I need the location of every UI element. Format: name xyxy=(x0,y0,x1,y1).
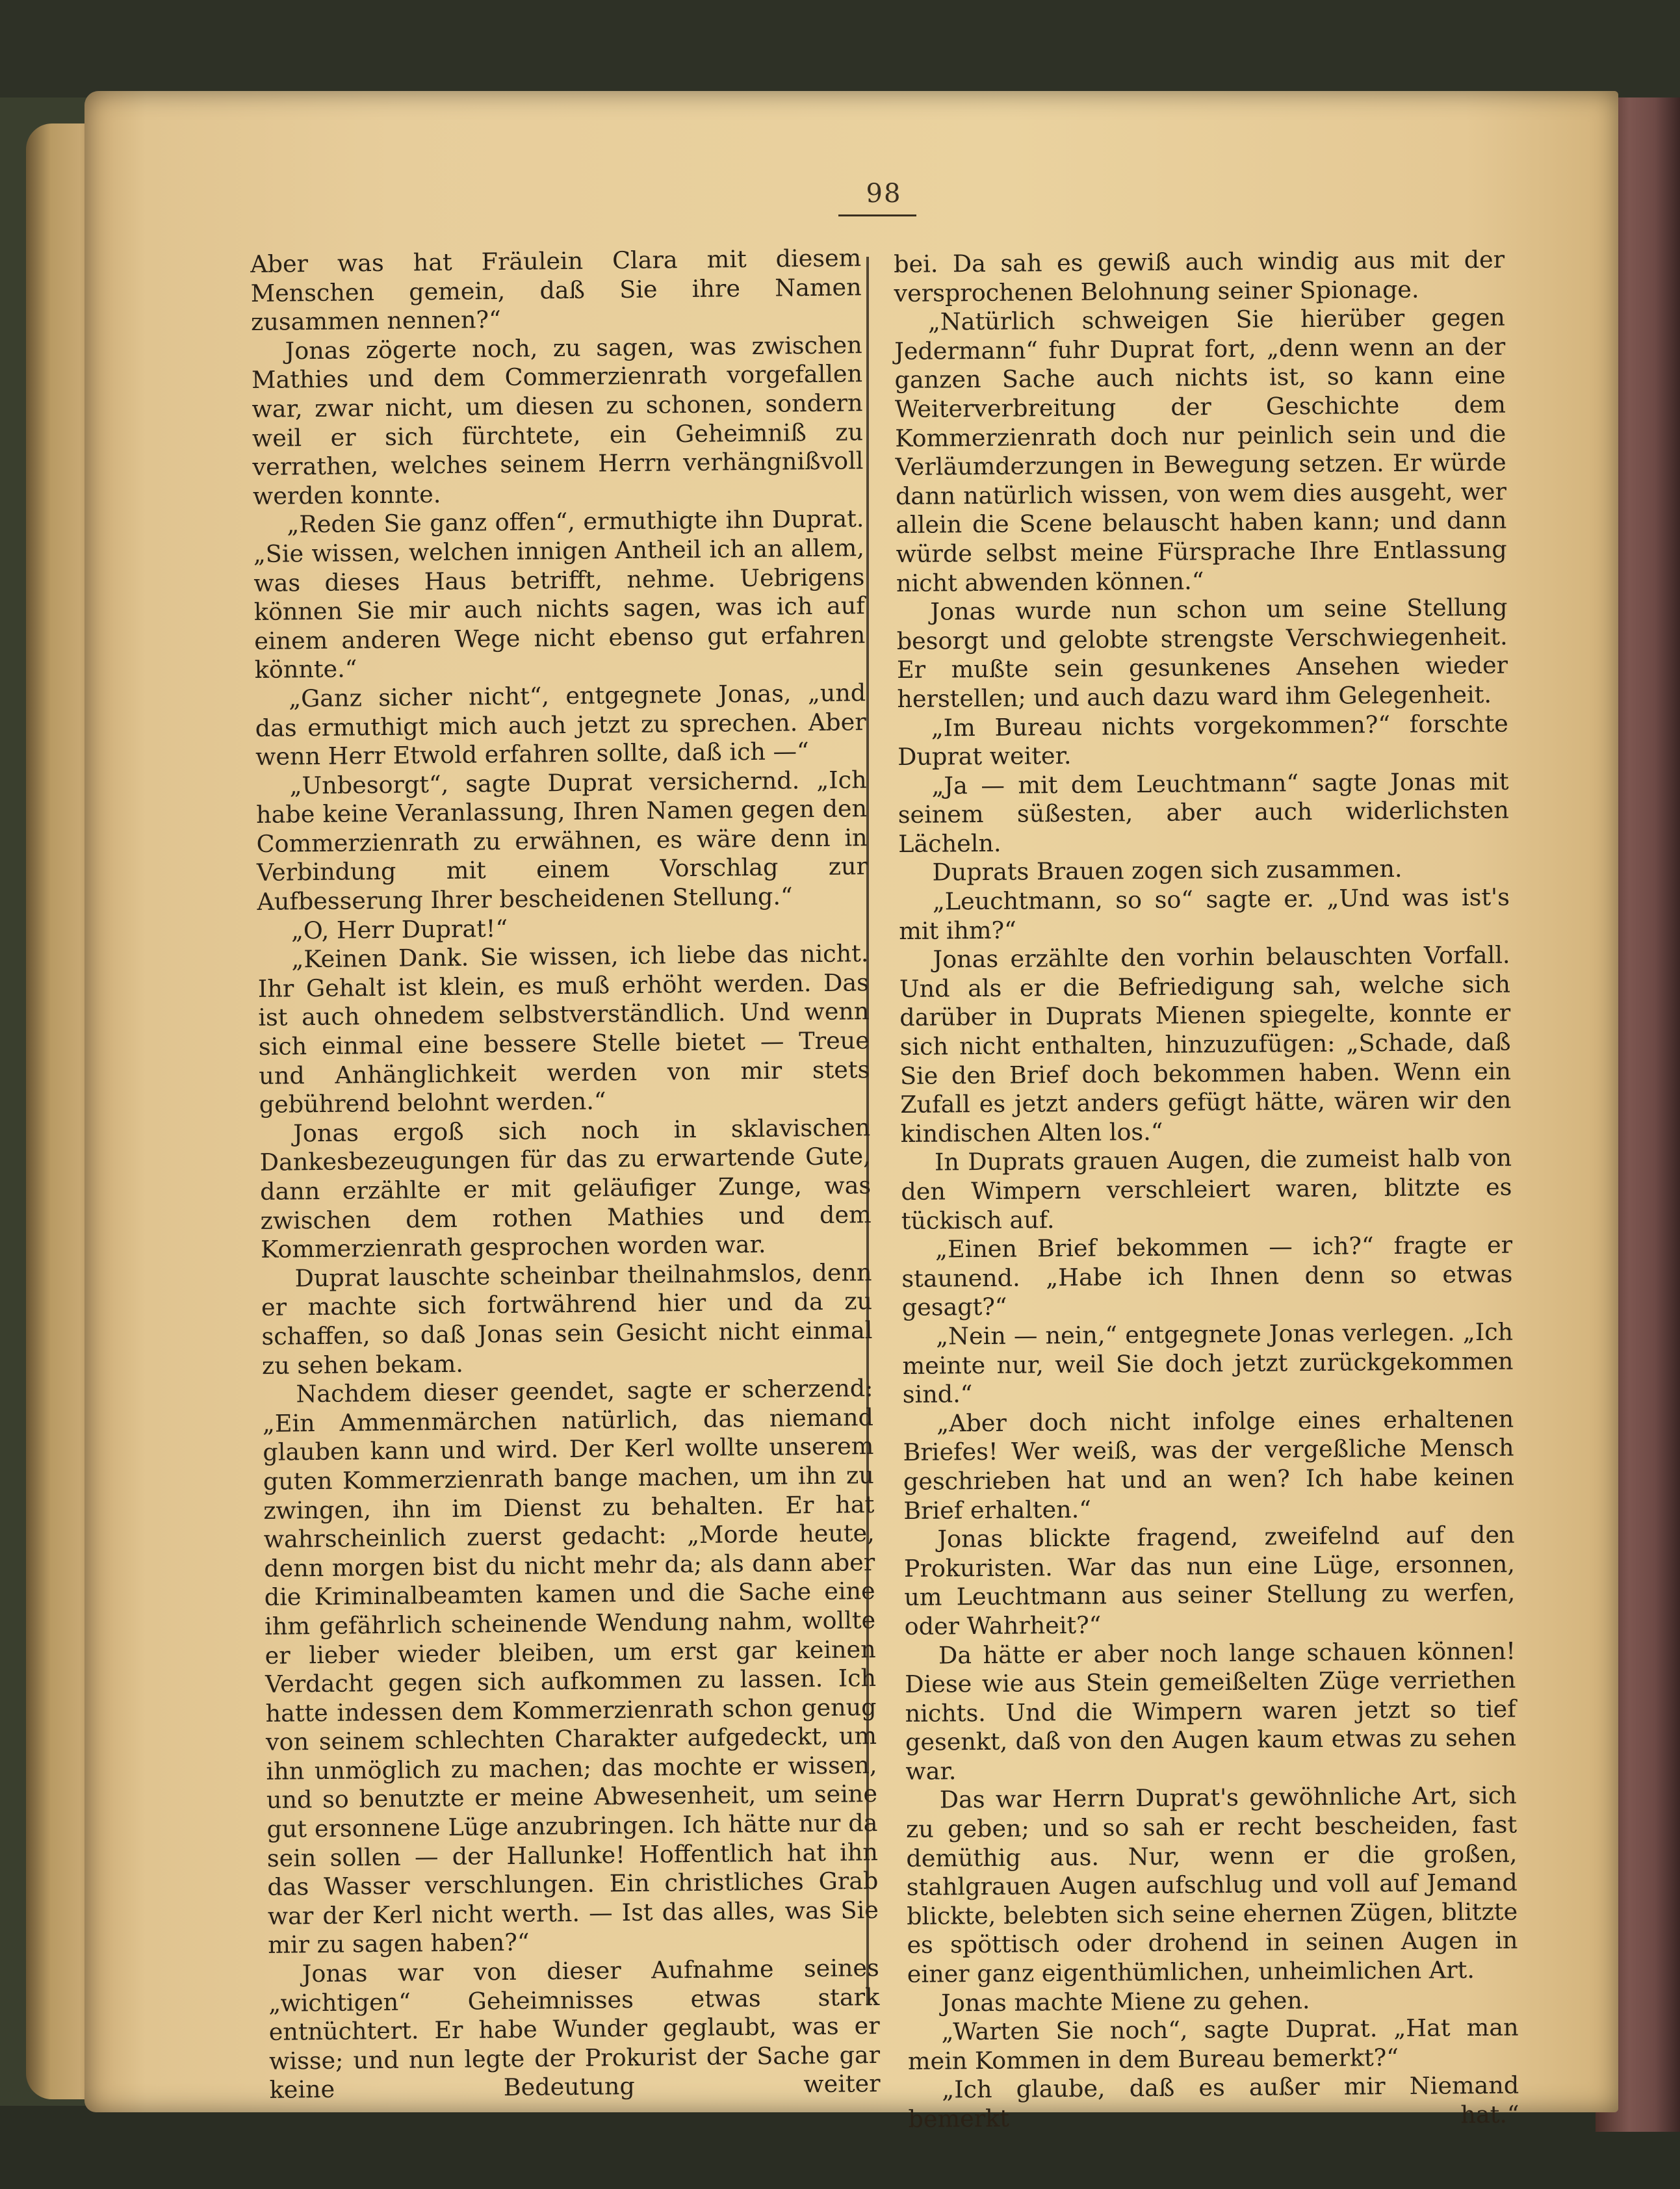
paragraph: Jonas blickte fragend, zweifelnd auf den Prokuristen. War das nun eine Lüge, ersonnen, um Leuchtmann aus seiner Stellung zu werfen, oder Wahrheit?“ xyxy=(903,1520,1516,1640)
paragraph: „Natürlich schweigen Sie hierüber gegen Jedermann“ fuhr Duprat fort, „denn wenn an der ganzen Sache auch nichts ist, so kann eine Weiterverbreitung der Geschichte dem Kommerzienrath doch nur peinlich sein und die Verläumderzungen in Bewegung setzen. Er würde dann natürlich wissen, von wem dies ausgeht, wer allein die Scene belauscht haben kann; und dann würde selbst meine Fürsprache Ihre Entlassung nicht abwenden können.“ xyxy=(894,303,1507,597)
paragraph: „Leuchtmann, so so“ sagte er. „Und was ist's mit ihm?“ xyxy=(899,883,1510,945)
paragraph: Das war Herrn Duprat's gewöhnliche Art, sich zu geben; und so sah er recht bescheiden, fast demüthig aus. Nur, wenn er die großen, stahlgrauen Augen aufschlug und voll auf Jemand blickte, belebten sich seine ehernen Zügen, blitzte es spöttisch oder drohend in seinen Augen in einer ganz eigenthümlichen, unheimlichen Art. xyxy=(905,1781,1518,1988)
paragraph: „Im Bureau nichts vorgekommen?“ forschte Duprat weiter. xyxy=(897,709,1508,771)
paragraph: „Einen Brief bekommen — ich?“ fragte er staunend. „Habe ich Ihnen denn so etwas gesagt?“ xyxy=(901,1230,1513,1322)
paragraph: Aber was hat Fräulein Clara mit diesem Menschen gemein, daß Sie ihre Namen zusammen nennen?“ xyxy=(250,244,862,337)
paragraph: In Duprats grauen Augen, die zumeist halb von den Wimpern verschleiert waren, blitzte es tückisch auf. xyxy=(901,1143,1512,1235)
paragraph: „Ich glaube, daß es außer mir Niemand bemerkt hat.“ xyxy=(908,2071,1519,2133)
paragraph: Jonas erzählte den vorhin belauschten Vorfall. Und als er die Befriedigung sah, welche sich darüber in Duprats Mienen spiegelte, konnte er sich nicht enthalten, hinzuzufügen: „Schade, daß Sie den Brief doch bekommen haben. Wenn ein Zufall es jetzt anders gefügt hätte, wären wir den kindischen Alten los.“ xyxy=(899,940,1512,1148)
left-column xyxy=(250,244,881,2105)
paragraph: Jonas zögerte noch, zu sagen, was zwischen Mathies und dem Commerzienrath vorgefallen war, zwar nicht, um diesen zu schonen, sondern weil er sich fürchtete, ein Geheimniß zu verrathen, welches seinem Herrn verhängnißvoll werden konnte. xyxy=(251,330,864,510)
page-number: 98 xyxy=(866,179,902,209)
paragraph: „Nein — nein,“ entgegnete Jonas verlegen. „Ich meinte nur, weil Sie doch jetzt zurückgekommen sind.“ xyxy=(902,1317,1514,1409)
paragraph: Duprat lauschte scheinbar theilnahmslos, denn er machte sich fortwährend hier und da zu schaffen, so daß Jonas sein Gesicht nicht einmal zu sehen bekam. xyxy=(261,1258,873,1380)
paragraph: „Unbesorgt“, sagte Duprat versichernd. „Ich habe keine Veranlassung, Ihren Namen gegen den Commerzienrath zu erwähnen, es wäre denn in Verbindung mit einem Vorschlag zur Aufbesserung Ihrer bescheidenen Stellung.“ xyxy=(255,765,868,916)
paragraph: Jonas war von dieser Aufnahme seines „wichtigen“ Geheimnisses etwas stark entnüchtert. Er habe Wunder geglaubt, was er wisse; und nun legte der Prokurist der Sache gar keine Bedeutung weiter xyxy=(268,1954,881,2105)
paragraph: „O, Herr Duprat!“ xyxy=(291,914,508,945)
paragraph: „Ganz sicher nicht“, entgegnete Jonas, „und das ermuthigt mich auch jetzt zu sprechen. Aber wenn Herr Etwold erfahren sollte, daß ich —“ xyxy=(255,679,866,771)
paragraph: Nachdem dieser geendet, sagte er scherzend: „Ein Ammenmärchen natürlich, das niemand glauben kann und wird. Der Kerl wollte unserem guten Kommerzienrath bange machen, um ihn zu zwingen, ihn im Dienst zu behalten. Er hat wahrscheinlich zuerst gedacht: „Morde heute, denn morgen bist du nicht mehr da; als dann aber die Kriminalbeamten kamen und die Sache eine ihm gefährlich scheinende Wendung nahm, wollte er lieber wieder bleiben, um erst gar keinen Verdacht gegen sich aufkommen zu lassen. Ich hatte indessen dem Kommerzienrath schon genug von seinem schlechten Charakter aufgedeckt, um ihn unmöglich zu machen; das mochte er wissen, und so benutzte er meine Abwesenheit, um seine gut ersonnene Lüge anzubringen. Ich hätte nur da sein sollen — der Hallunke! Hoffentlich hat ihn das Wasser verschlungen. Ein christliches Grab war der Kerl nicht werth. — Ist das alles, was Sie mir zu sagen haben?“ xyxy=(262,1374,879,1960)
background-top xyxy=(0,0,1680,97)
paragraph: „Warten Sie noch“, sagte Duprat. „Hat man mein Kommen in dem Bureau bemerkt?“ xyxy=(907,2013,1519,2075)
paragraph: Duprats Brauen zogen sich zusammen. xyxy=(932,855,1402,887)
paragraph: Jonas wurde nun schon um seine Stellung besorgt und gelobte strengste Verschwiegenheit. Er mußte sein gesunkenes Ansehen wieder herstellen; und auch dazu ward ihm Gelegenheit. xyxy=(896,593,1508,713)
paragraph: bei. Da sah es gewiß auch windig aus mit der versprochenen Belohnung seiner Spionage. xyxy=(894,245,1505,307)
paragraph: Da hätte er aber noch lange schauen können! Diese wie aus Stein gemeißelten Züge verriethen nichts. Und die Wimpern waren jetzt so tief gesenkt, daß von den Augen kaum etwas zu sehen war. xyxy=(905,1637,1517,1785)
paragraph: „Aber doch nicht infolge eines erhaltenen Briefes! Wer weiß, was der vergeßliche Mensch geschrieben hat und an wen? Ich habe keinen Brief erhalten.“ xyxy=(903,1405,1515,1525)
paragraph: „Keinen Dank. Sie wissen, ich liebe das nicht. Ihr Gehalt ist klein, es muß erhöht werden. Das ist auch ohnedem selbstverständlich. Und wenn sich einmal eine bessere Stelle bietet — Treue und Anhänglichkeit werden von mir stets gebührend belohnt werden.“ xyxy=(257,939,870,1119)
paragraph: „Ja — mit dem Leuchtmann“ sagte Jonas mit seinem süßesten, aber auch widerlichsten Lächeln. xyxy=(898,767,1509,858)
paragraph: „Reden Sie ganz offen“, ermuthigte ihn Duprat. „Sie wissen, welchen innigen Antheil ich an allem, was dieses Haus betrifft, nehme. Uebrigens können Sie mir auch nichts sagen, was ich auf einem anderen Wege nicht ebenso gut erfahren könnte.“ xyxy=(253,504,866,684)
paragraph: Jonas machte Miene zu gehen. xyxy=(941,1986,1310,2017)
page-number-rule xyxy=(838,214,916,216)
paragraph: Jonas ergoß sich noch in sklavischen Dankesbezeugungen für das zu erwartende Gute, dann erzählte er mit geläufiger Zunge, was zwischen dem rothen Mathies und dem Kommerzienrath gesprochen worden war. xyxy=(259,1113,872,1264)
right-column xyxy=(894,246,1519,2134)
